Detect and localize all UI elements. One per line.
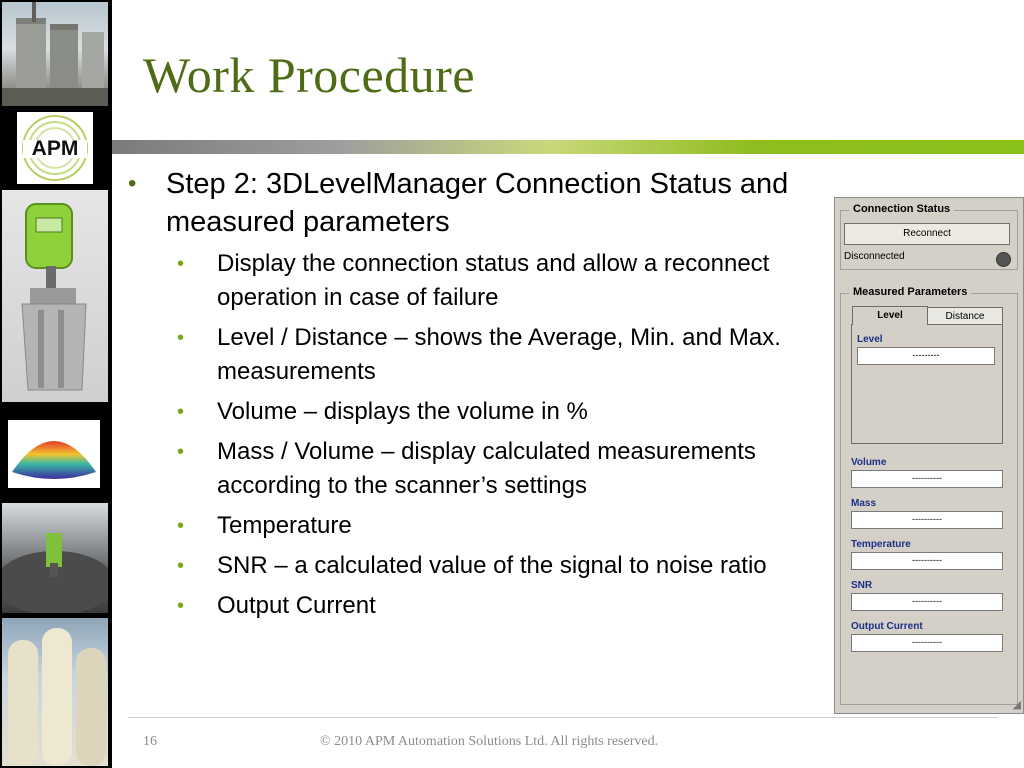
bullet-icon: • — [177, 555, 185, 577]
connection-status-title: Connection Status — [849, 203, 954, 215]
measured-parameters-title: Measured Parameters — [849, 286, 971, 298]
page-number: 16 — [143, 734, 157, 749]
bullet-content — [128, 165, 838, 623]
bullet-icon: • — [128, 170, 137, 197]
slide-title: Work Procedure — [143, 47, 476, 103]
3d-surface-plot-image — [8, 420, 100, 488]
silo-top-photo — [2, 503, 108, 613]
sub-bullet — [128, 549, 838, 583]
level-manager-panel — [834, 197, 1024, 714]
snr-value-field: ---------- — [851, 593, 1003, 611]
connection-status-text: Disconnected — [844, 251, 905, 262]
bullet-icon: • — [177, 595, 185, 617]
footer-divider — [128, 717, 998, 718]
output-current-value-field: ---------- — [851, 634, 1003, 652]
silo-plant-photo — [2, 2, 108, 106]
sub-bullet-text: SNR – a calculated value of the signal to noise ratio — [217, 552, 767, 579]
sub-bullet — [128, 509, 838, 543]
sub-bullet — [128, 321, 838, 389]
bullet-icon: • — [177, 515, 185, 537]
temperature-label: Temperature — [851, 539, 911, 550]
sub-bullet-text: Display the connection status and allow a reconnect operation in case of failure — [217, 250, 770, 311]
bullet-icon: • — [177, 253, 185, 275]
sub-bullet — [128, 395, 838, 429]
silo-top-illustration — [2, 503, 108, 613]
scanner-device-photo — [2, 190, 108, 402]
copyright-text: © 2010 APM Automation Solutions Ltd. All rights reserved. — [320, 734, 659, 749]
silo-plant-illustration — [2, 2, 108, 106]
volume-label: Volume — [851, 457, 887, 468]
left-image-strip — [0, 0, 112, 768]
sub-bullet-text: Mass / Volume – display calculated measurements according to the scanner’s settings — [217, 438, 756, 499]
apm-logo-text: APM — [31, 137, 79, 160]
main-bullet-text: Step 2: 3DLevelManager Connection Status and measured parameters — [166, 168, 789, 238]
tab-level[interactable]: Level — [852, 306, 928, 325]
bullet-icon: • — [177, 327, 185, 349]
sub-bullet-text: Volume – displays the volume in % — [217, 398, 588, 425]
resize-grip-icon[interactable]: ◢ — [1012, 699, 1021, 711]
reconnect-button[interactable]: Reconnect — [844, 223, 1010, 245]
bullet-icon: • — [177, 441, 185, 463]
apm-logo — [17, 112, 93, 184]
main-bullet — [128, 165, 838, 241]
level-value-field: --------- — [857, 347, 995, 365]
title-divider — [112, 140, 1024, 154]
tab-distance[interactable]: Distance — [927, 307, 1003, 325]
3d-surface-illustration — [8, 420, 100, 488]
volume-value-field: ---------- — [851, 470, 1003, 488]
sub-bullet — [128, 435, 838, 503]
output-current-label: Output Current — [851, 621, 923, 632]
mass-label: Mass — [851, 498, 877, 509]
scanner-device-illustration — [2, 190, 108, 402]
sub-bullet-text: Level / Distance – shows the Average, Min. and Max. measurements — [217, 324, 781, 385]
silos-illustration — [2, 618, 108, 766]
sub-bullet — [128, 589, 838, 623]
mass-value-field: ---------- — [851, 511, 1003, 529]
sub-bullet-text: Output Current — [217, 592, 376, 619]
temperature-value-field: ---------- — [851, 552, 1003, 570]
sub-bullet-text: Temperature — [217, 512, 352, 539]
bullet-icon: • — [177, 401, 185, 423]
silos-photo — [2, 618, 108, 766]
snr-label: SNR — [851, 580, 873, 591]
level-label: Level — [857, 334, 883, 345]
sub-bullet — [128, 247, 838, 315]
connection-status-led-icon — [996, 252, 1011, 267]
